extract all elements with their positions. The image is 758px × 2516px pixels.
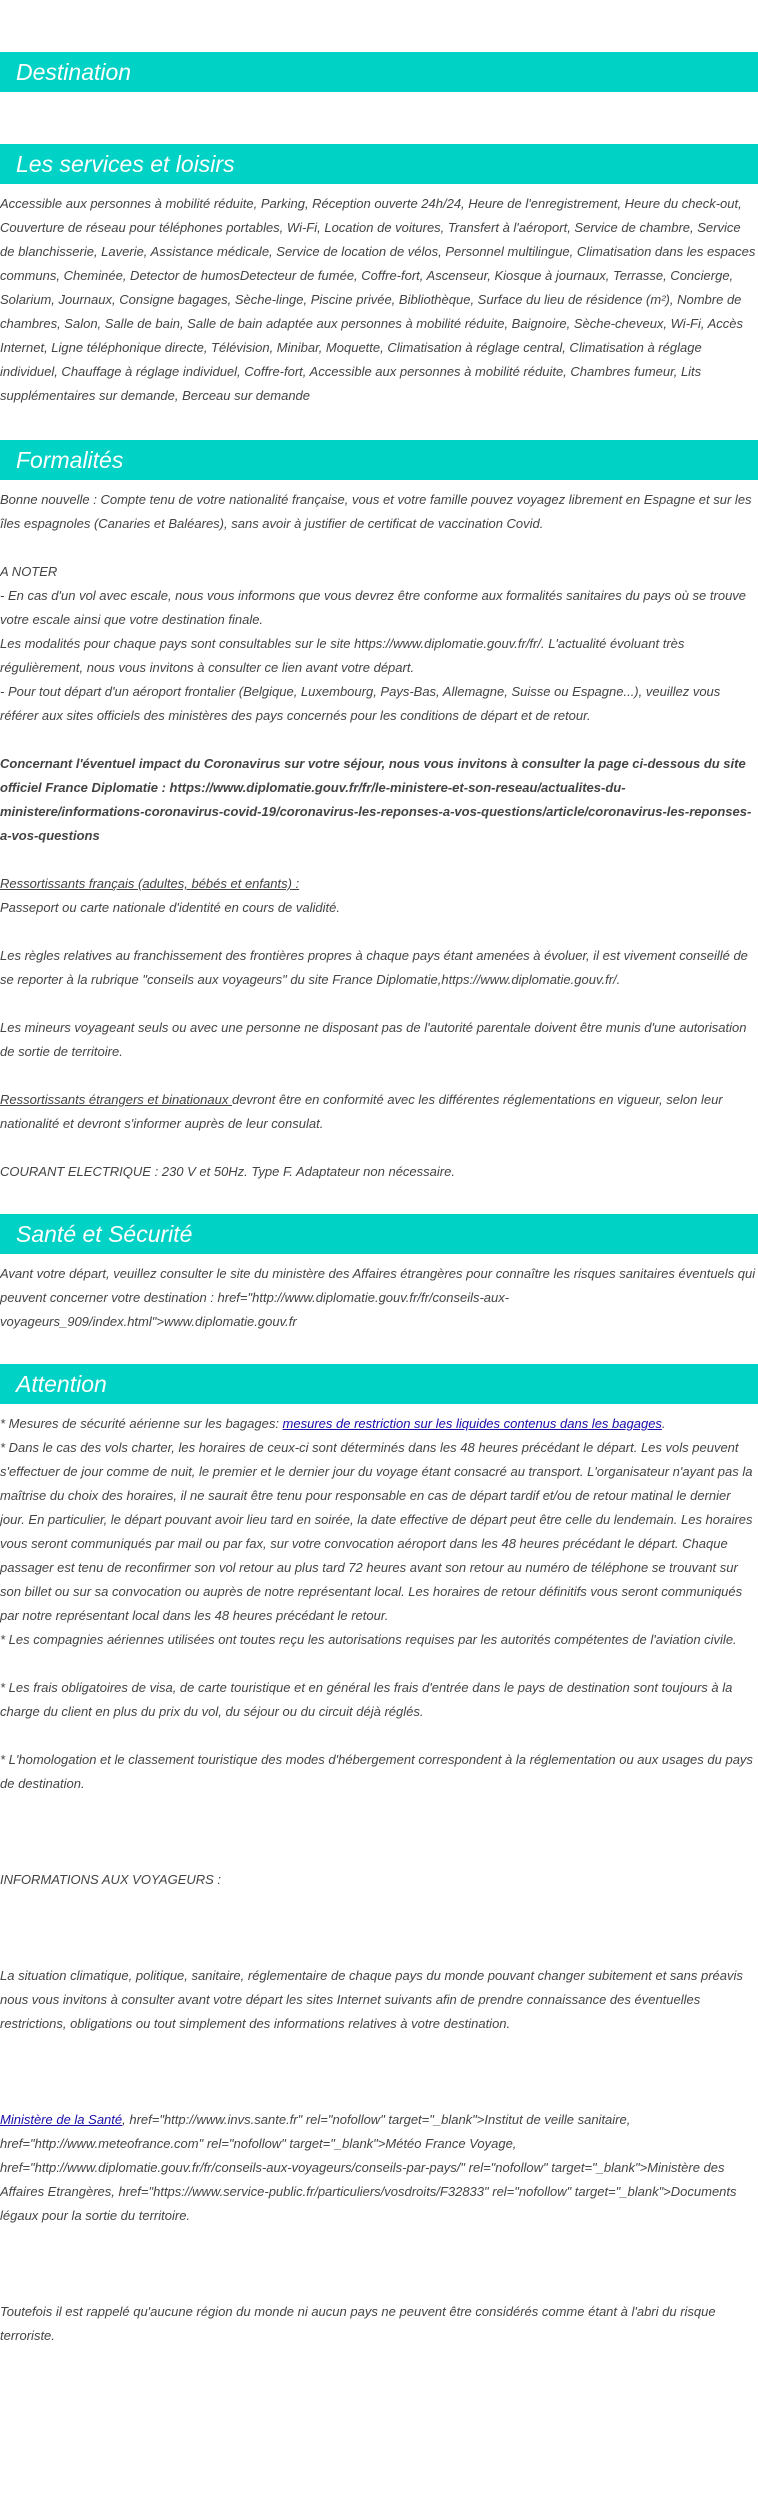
charter-text: * Dans le cas des vols charter, les horaires de ceux-ci sont déterminés dans les 48 heures précédant le départ. Les vols peuvent s'effectuer de jour comme de nuit, le premier et le dernier jour du voyage étant consacré au transport. L'organisateur n'ayant pas la maîtrise du choix des horaires, il ne saurait être tenu pour responsable en cas de départ tardif et/ou de retour matinal le dernier jour. En particulier, le départ pouvant avoir lieu tard en soirée, la date effective de départ peut être celle du lendemain. Les horaires vous seront communiqués par mail ou par fax, sur votre convocation aéroport dans les 48 heures précédant le départ. Chaque passager est tenu de reconfirmer son vol retour au plus tard 72 heures avant son retour au numéro de téléphone se trouvant sur son billet ou sur sa convocation ou auprès de notre représentant local. Les horaires de retour définitifs vous seront communiqués par notre représentant local dans les 48 heures précédant le retour. xyxy=(0,1440,753,1623)
formalites-intro: Bonne nouvelle : Compte tenu de votre nationalité française, vous et votre famille pouvez voyagez librement en Espagne et sur les îles espagnoles (Canaries et Baléares), sans avoir à justifier de certificat de vaccination Covid. xyxy=(0,492,752,531)
sante-text: Avant votre départ, veuillez consulter le site du ministère des Affaires étrangères pour connaître les risques sanitaires éventuels qui peuvent concerner votre destination : href="http://www.diplomatie.gouv.fr/fr/conseils-aux-voyageurs_909/index.html">www.diplomatie.gouv.fr xyxy=(0,1266,756,1329)
infos-voyageurs-title: INFORMATIONS AUX VOYAGEURS : xyxy=(0,1872,222,1887)
terror-text: Toutefois il est rappelé qu'aucune région du monde ni aucun pays ne peuvent être considérés comme étant à l'abri du risque terroriste. xyxy=(0,2304,716,2343)
ministere-sante-link[interactable]: Ministère de la Santé xyxy=(0,2112,123,2127)
frais-text: * Les frais obligatoires de visa, de carte touristique et en général les frais d'entrée dans le pays de destination sont toujours à la charge du client en plus du prix du vol, du séjour ou du circuit déjà réglés. xyxy=(0,1680,733,1719)
climat-text-1: La situation climatique, politique, sanitaire, réglementaire de chaque pays du monde pouvant changer subitement et sans préavis xyxy=(0,1968,743,1983)
services-section xyxy=(0,192,758,408)
formalites-header: Formalités xyxy=(0,440,758,480)
mesures-link[interactable]: mesures de restriction sur les liquides contenus dans les bagages xyxy=(282,1416,662,1431)
destination-header: Destination xyxy=(0,52,758,92)
attention-header: Attention xyxy=(0,1364,758,1404)
services-header: Les services et loisirs xyxy=(0,144,758,184)
covid-notice: Concernant l'éventuel impact du Coronavirus sur votre séjour, nous vous invitons à consulter la page ci-dessous du site officiel France Diplomatie : https://www.diplomatie.gouv.fr/fr/le-ministere-et-son-reseau/actualites-du-ministere/informations-coronavirus-covid-19/coronavirus-les-reponses-a-vos-questions/article/coronavirus-les-reponses-a-vos-questions xyxy=(0,756,752,843)
etrangers-text xyxy=(0,1088,756,1136)
sante-header: Santé et Sécurité xyxy=(0,1214,758,1254)
sante-section xyxy=(0,1262,758,1334)
etrangers-rest: devront être en conformité avec les différentes réglementations en vigueur, selon leur nationalité et devront s'informer auprès de leur consulat. xyxy=(0,1092,723,1131)
noter-frontalier: - Pour tout départ d'un aéroport frontalier (Belgique, Luxembourg, Pays-Bas, Allemagne, Suisse ou Espagne...), veuillez vous référer aux sites officiels des ministères des pays concernés pour les conditions de départ et de retour. xyxy=(0,684,721,723)
services-text: Accessible aux personnes à mobilité réduite, Parking, Réception ouverte 24h/24, Heure de l'enregistrement, Heure du check-out, Couverture de réseau pour téléphones portables, Wi-Fi, Location de voitures, Transfert à l'aéroport, Service de chambre, Service de blanchisserie, Laverie, Assistance médicale, Service de location de vélos, Personnel multilingue, Climatisation dans les espaces communs, Cheminée, Detector de humosDetecteur de fumée, Coffre-fort, Ascenseur, Kiosque à journaux, Terrasse, Concierge, Solarium, Journaux, Consigne bagages, Sèche-linge, Piscine privée, Bibliothèque, Surface du lieu de résidence (m²), Nombre de chambres, Salon, Salle de bain, Salle de bain adaptée aux personnes à mobilité réduite, Baignoire, Sèche-cheveux, Wi-Fi, Accès Internet, Ligne téléphonique directe, Télévision, Minibar, Moquette, Climatisation à réglage central, Climatisation à réglage individuel, Chauffage à réglage individuel, Coffre-fort, Accessible aux personnes à mobilité réduite, Chambres fumeur, Lits supplémentaires sur demande, Berceau sur demande xyxy=(0,196,756,403)
mesures-prefix: * Mesures de sécurité aérienne sur les bagages: xyxy=(0,1416,283,1431)
mineurs-text: Les mineurs voyageant seuls ou avec une personne ne disposant pas de l'autorité parentale doivent être munis d'une autorisation de sortie de territoire. xyxy=(0,1020,747,1059)
attention-section xyxy=(0,1412,758,2348)
mesures-suffix: . xyxy=(661,1416,666,1431)
sites-rest: , href="http://www.invs.sante.fr" rel="nofollow" target="_blank">Institut de veille sanitaire, href="http://www.meteofrance.com" rel="nofollow" target="_blank">Météo France Voyage, href="http://www.diplomatie.gouv.fr/fr/conseils-aux-voyageurs/conseils-par-pays/" rel="nofollow" target="_blank">Ministère des Affaires Etrangères, href="https://www.service-public.fr/particuliers/vosdroits/F32833" rel="nofollow" target="_blank">Documents légaux pour la sortie du territoire. xyxy=(0,2112,737,2223)
spacer xyxy=(0,92,758,144)
sites-text xyxy=(0,2108,756,2228)
top-spacer xyxy=(0,0,758,52)
compagnies-text: * Les compagnies aériennes utilisées ont toutes reçu les autorisations requises par les autorités compétentes de l'aviation civile. xyxy=(0,1632,737,1647)
passeport-text: Passeport ou carte nationale d'identité en cours de validité. xyxy=(0,900,340,915)
noter-escale: - En cas d'un vol avec escale, nous vous informons que vous devrez être conforme aux formalités sanitaires du pays où se trouve votre escale ainsi que votre destination finale. xyxy=(0,588,747,627)
formalites-section xyxy=(0,488,758,1184)
climat-text-2: nous vous invitons à consulter avant votre départ les sites Internet suivants afin de prendre connaissance des éventuelles restrictions, obligations ou tout simplement des informations relatives à votre destination. xyxy=(0,1992,701,2031)
mesures-text xyxy=(0,1412,756,1436)
noter-modalites: Les modalités pour chaque pays sont consultables sur le site https://www.diplomatie.gouv.fr/fr/. L'actualité évoluant très régulièrement, nous vous invitons à consulter ce lien avant votre départ. xyxy=(0,636,685,675)
etrangers-label: Ressortissants étrangers et binationaux xyxy=(0,1092,232,1107)
noter-title: A NOTER xyxy=(0,564,58,579)
courant-text: COURANT ELECTRIQUE : 230 V et 50Hz. Type F. Adaptateur non nécessaire. xyxy=(0,1164,455,1179)
ressortissants-francais: Ressortissants français (adultes, bébés et enfants) : xyxy=(0,876,300,891)
regles-text: Les règles relatives au franchissement des frontières propres à chaque pays étant amenées à évoluer, il est vivement conseillé de se reporter à la rubrique "conseils aux voyageurs" du site France Diplomatie,https://www.diplomatie.gouv.fr/. xyxy=(0,948,748,987)
homologation-text: * L'homologation et le classement touristique des modes d'hébergement correspondent à la réglementation ou aux usages du pays de destination. xyxy=(0,1752,753,1791)
